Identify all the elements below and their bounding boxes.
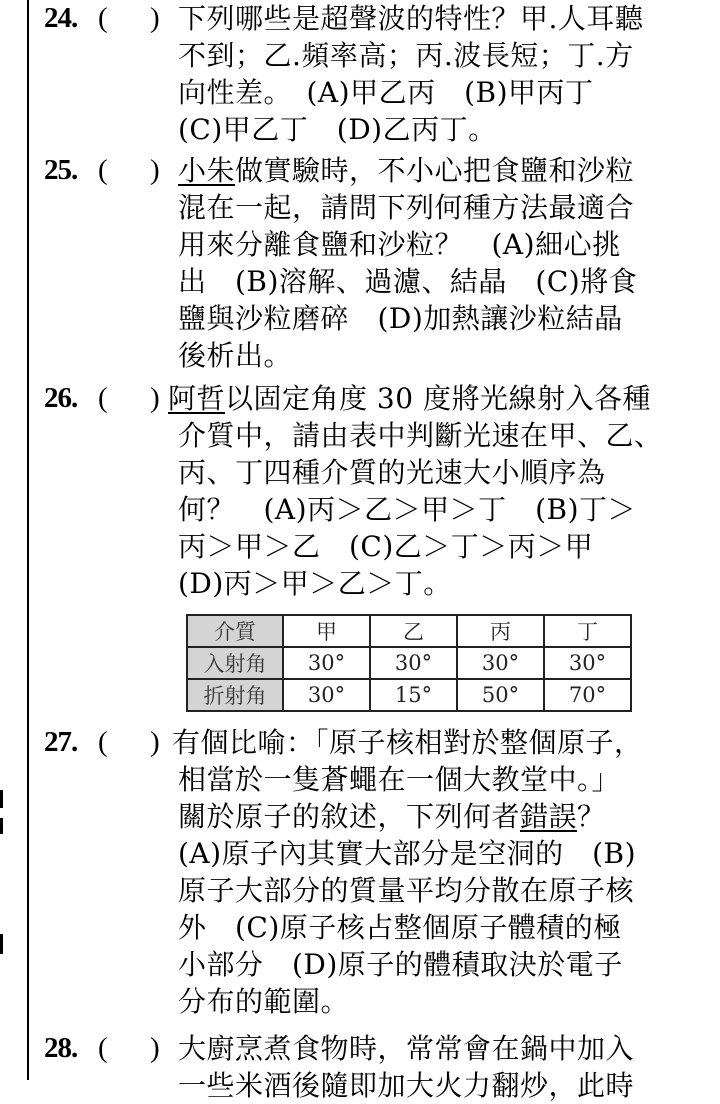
- emphasis-underlined: 錯誤: [520, 800, 578, 833]
- table-header-cell: 乙: [370, 615, 457, 647]
- question-number: 25.: [44, 154, 78, 186]
- text-fragment: 關於原子的敘述，下列何者: [178, 800, 521, 833]
- question-text: [178, 152, 658, 374]
- text-line: 原子大部分的質量平均分散在原子核: [178, 874, 635, 907]
- table-row-label: 入射角: [187, 647, 283, 679]
- question-number: 26.: [44, 382, 78, 414]
- question-number: 24.: [44, 2, 78, 34]
- text-line: [178, 152, 658, 189]
- text-line: 鹽與沙粒磨碎 (D)加熱讓沙粒結晶: [178, 302, 623, 335]
- answer-paren-right: ): [150, 1032, 160, 1064]
- person-name: 阿哲: [168, 382, 226, 415]
- text-line: 丙＞甲＞乙 (C)乙＞丁＞丙＞甲: [178, 530, 594, 563]
- question-number: 28.: [44, 1032, 78, 1064]
- text-line: 小部分 (D)原子的體積取決於電子: [178, 948, 623, 981]
- question-text-cont: [178, 761, 658, 1020]
- text-line: 大廚烹煮食物時，常常會在鍋中加入: [178, 1032, 635, 1065]
- question-number: 27.: [44, 726, 78, 758]
- table-cell: 70°: [544, 679, 631, 711]
- text-line: 下列哪些是超聲波的特性？甲.人耳聽: [178, 2, 644, 35]
- answer-paren-left: (: [98, 1032, 108, 1064]
- text-line: (A)原子內其實大部分是空洞的 (B): [178, 837, 636, 870]
- question-text: [168, 380, 651, 417]
- question-text-cont: [178, 417, 663, 602]
- text-line: 混在一起，請問下列何種方法最適合: [178, 191, 635, 224]
- text-line: 用來分離食鹽和沙粒？ (A)細心挑: [178, 228, 621, 261]
- table-cell: 30°: [544, 647, 631, 679]
- text-line: 後析出。: [178, 339, 293, 372]
- table-cell: 15°: [370, 679, 457, 711]
- text-line: 不到；乙.頻率高；丙.波長短；丁.方: [178, 39, 634, 72]
- text-line: 何？ (A)丙＞乙＞甲＞丁 (B)丁＞: [178, 493, 636, 526]
- table-row: [187, 615, 631, 647]
- text-line: (C)甲乙丁 (D)乙丙丁。: [178, 113, 497, 146]
- text-line-cut: 一些米酒後隨即加大火力翻炒，此時: [178, 1069, 635, 1102]
- answer-paren-left: (: [98, 726, 108, 758]
- question-text: [178, 1030, 658, 1104]
- text-line: 出 (B)溶解、過濾、結晶 (C)將食: [178, 265, 638, 298]
- edge-mark: [0, 818, 3, 834]
- table-cell: 30°: [457, 647, 544, 679]
- margin-rule: [27, 0, 29, 1080]
- answer-paren-left: (: [98, 154, 108, 186]
- answer-paren-right: ): [150, 382, 160, 414]
- text-fragment: ？: [577, 800, 606, 833]
- text-line: 介質中，請由表中判斷光速在甲、乙、: [178, 419, 663, 452]
- answer-paren-right: ): [150, 154, 160, 186]
- question-text: [178, 0, 658, 148]
- text-line: 外 (C)原子核占整個原子體積的極: [178, 911, 622, 944]
- table-header-cell: 介質: [187, 615, 283, 647]
- table-row-label: 折射角: [187, 679, 283, 711]
- edge-mark: [0, 934, 3, 954]
- text-line: [178, 798, 658, 835]
- text-line: 有個比喻：「原子核相對於整個原子，: [172, 726, 643, 759]
- answer-paren-left: (: [98, 2, 108, 34]
- table-row: [187, 647, 631, 679]
- text-line: [168, 380, 651, 417]
- table-header-cell: 甲: [283, 615, 370, 647]
- text-line: (D)丙＞甲＞乙＞丁。: [178, 567, 452, 600]
- question-text: [172, 724, 652, 761]
- answer-paren-left: (: [98, 382, 108, 414]
- refraction-table: [186, 614, 632, 712]
- text-line: 相當於一隻蒼蠅在一個大教堂中。」: [178, 763, 621, 796]
- text-line: 丙、丁四種介質的光速大小順序為: [178, 456, 606, 489]
- text-line: 向性差。 (A)甲乙丙 (B)甲丙丁: [178, 76, 594, 109]
- table-cell: 30°: [283, 679, 370, 711]
- table-row: [187, 679, 631, 711]
- answer-paren-right: ): [150, 726, 160, 758]
- text-line: 分布的範圍。: [178, 985, 350, 1018]
- person-name: 小朱: [178, 154, 236, 187]
- table-header-cell: 丁: [544, 615, 631, 647]
- table-cell: 30°: [283, 647, 370, 679]
- table-cell: 30°: [370, 647, 457, 679]
- answer-paren-right: ): [150, 2, 160, 34]
- table-header-cell: 丙: [457, 615, 544, 647]
- text-fragment: 做實驗時，不小心把食鹽和沙粒: [235, 154, 635, 187]
- edge-mark: [0, 790, 3, 808]
- table-cell: 50°: [457, 679, 544, 711]
- text-fragment: 以固定角度 30 度將光線射入各種: [225, 382, 651, 415]
